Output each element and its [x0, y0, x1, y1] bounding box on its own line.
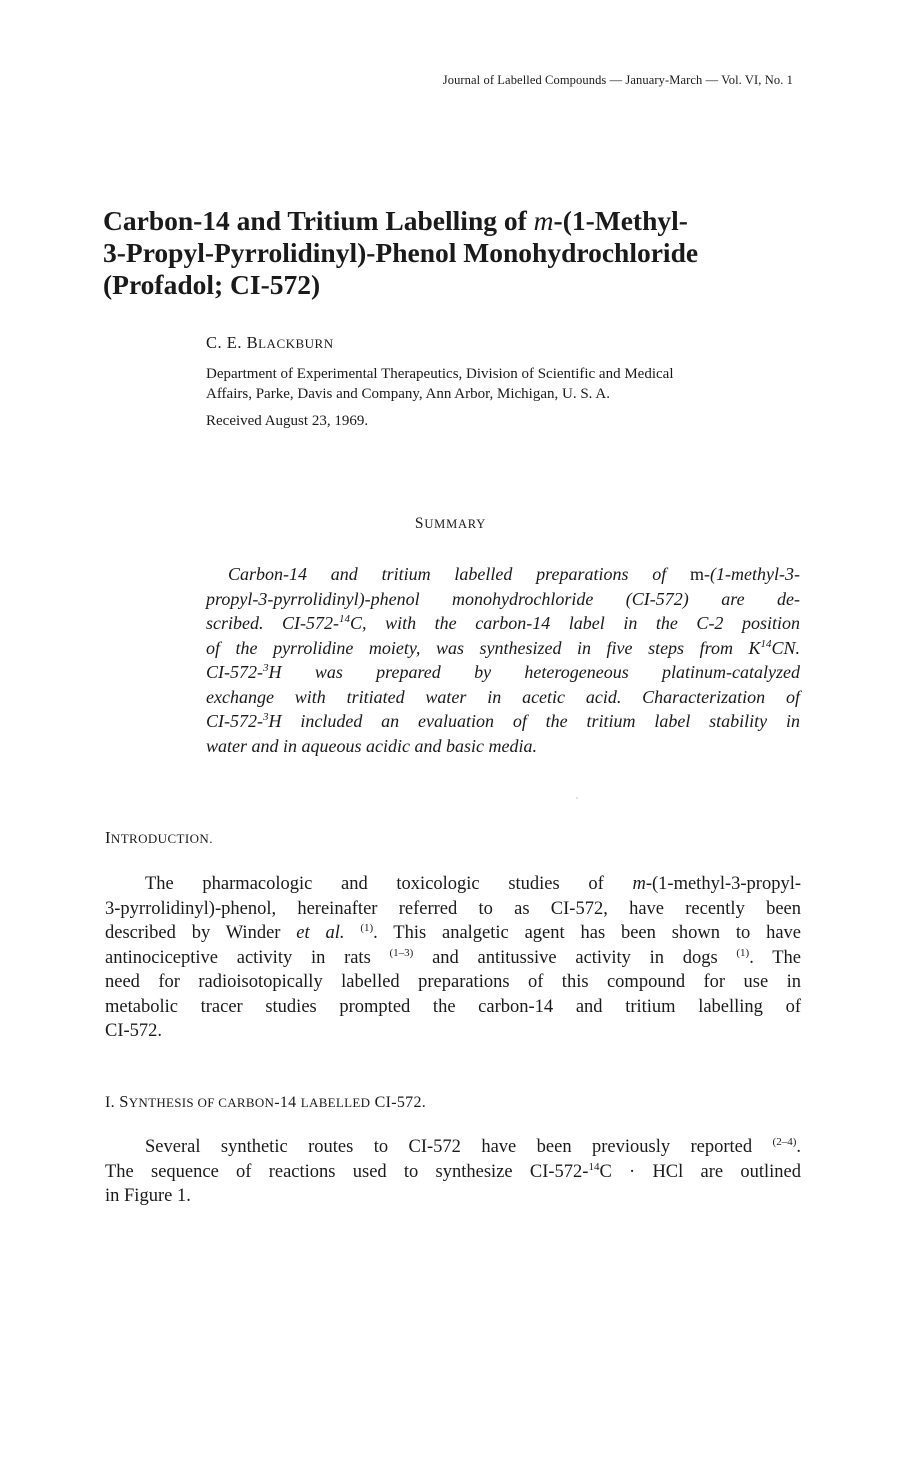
author-surname-rest: LACKBURN: [258, 336, 334, 351]
summary-line-3: [206, 611, 800, 636]
introduction-heading-rest: NTRODUCTION.: [110, 831, 213, 846]
title-line-3: (Profadol; CI-572): [103, 269, 321, 300]
author-initials: C. E.: [206, 333, 247, 352]
intro-line-4-c: . The: [749, 947, 802, 968]
scan-speck: [576, 797, 578, 799]
summary-line-4-a: of the pyrrolidine moiety, was synthesized in five steps from K: [206, 637, 761, 658]
synthesis-heading-number: I.: [105, 1094, 120, 1111]
title-line-1-suffix: -(1-Methyl-: [553, 205, 688, 236]
summary-line-7: [206, 709, 800, 734]
summary-line-7-b: H included an evaluation of the tritium label stability in: [268, 711, 800, 731]
introduction-heading-initial: I: [105, 828, 111, 847]
intro-line-6: metabolic tracer studies prompted the carbon-14 and tritium labelling of: [105, 996, 801, 1017]
synthesis-heading-word-2: LABELLED: [300, 1095, 371, 1110]
intro-line-3-etal: et al.: [296, 923, 345, 943]
summary-line-2: propyl-3-pyrrolidinyl)-phenol monohydrochloride (CI-572) are de-: [206, 588, 800, 609]
summary-heading: [0, 515, 901, 533]
intro-line-7: CI-572.: [105, 1021, 163, 1041]
summary-line-1-a: Carbon-14 and tritium labelled preparations of: [228, 564, 691, 584]
summary-line-8: water and in aqueous acidic and basic media.: [206, 735, 537, 756]
intro-line-3-b: . This analgetic agent has been shown to have: [373, 923, 802, 943]
synth-line-1-a: Several synthetic routes to CI-572 have been previously reported: [145, 1137, 773, 1157]
summary-line-5-a: CI-572-: [206, 662, 263, 682]
intro-line-1-m: m: [632, 874, 646, 894]
synthesis-heading-initial: S: [119, 1092, 129, 1111]
intro-line-2: 3-pyrrolidinyl)-phenol, hereinafter referred to as CI-572, have recently been: [105, 898, 801, 919]
intro-line-5: need for radioisotopically labelled preparations of this compound for use in: [105, 972, 801, 992]
synthesis-heading-number-2: -14: [274, 1094, 301, 1111]
intro-line-1-b: -(1-methyl-3-propyl-: [645, 874, 801, 894]
intro-line-4-b: and antitussive activity in dogs: [413, 947, 737, 968]
summary-line-6: exchange with tritiated water in acetic acid. Characterization of: [206, 686, 800, 707]
intro-line-3: [105, 921, 801, 946]
summary-line-1: [206, 562, 800, 587]
summary-line-1-m: m: [690, 564, 705, 584]
synth-line-3: in Figure 1.: [105, 1186, 191, 1206]
summary-line-5-b: H was prepared by heterogeneous platinum-catalyzed: [268, 662, 800, 682]
synthesis-paragraph: [105, 1135, 801, 1209]
introduction-paragraph: [105, 872, 801, 1044]
intro-line-1: [105, 872, 801, 897]
running-head: Journal of Labelled Compounds — January-March — Vol. VI, No. 1: [442, 73, 793, 87]
synth-line-2-sup: 14: [588, 1160, 600, 1173]
summary-line-7-sup: 3: [263, 711, 269, 723]
intro-line-4-a: antinociceptive activity in rats: [105, 947, 390, 968]
intro-line-4: [105, 946, 801, 971]
synthesis-heading-tail: CI-572.: [370, 1094, 427, 1111]
summary-line-5-sup: 3: [263, 662, 269, 674]
author-name: [206, 333, 334, 353]
affiliation-line-2: Affairs, Parke, Davis and Company, Ann Arbor, Michigan, U. S. A.: [206, 386, 610, 402]
intro-line-3-ref: (1): [360, 921, 374, 934]
intro-line-4-ref-2: (1): [736, 946, 750, 959]
introduction-heading: [105, 828, 213, 848]
summary-line-7-a: CI-572-: [206, 711, 263, 731]
author-surname-initial: B: [246, 333, 259, 352]
synthesis-heading-word-1: YNTHESIS OF CARBON: [128, 1095, 275, 1110]
summary-heading-initial: S: [414, 515, 425, 532]
synthesis-heading: [105, 1092, 426, 1112]
intro-line-1-a: The pharmacologic and toxicologic studies of: [145, 874, 633, 894]
summary-line-3-a: scribed. CI-572-: [206, 613, 340, 633]
synth-line-1-ref: (2–4): [772, 1135, 797, 1148]
title-line-2: 3-Propyl-Pyrrolidinyl)-Phenol Monohydrochloride: [103, 237, 699, 268]
intro-line-3-a: described by Winder: [105, 923, 297, 943]
intro-line-4-ref-1: (1–3): [389, 946, 414, 959]
synth-line-2-a: The sequence of reactions used to synthesize CI-572-: [105, 1161, 589, 1182]
summary-line-4-sup: 14: [760, 637, 772, 650]
summary-line-4: [206, 636, 800, 661]
summary-line-5: [206, 660, 800, 685]
synth-line-2: [105, 1160, 801, 1185]
author-affiliation: [206, 364, 806, 404]
title-line-1: [103, 205, 803, 237]
synth-line-1-b: .: [796, 1137, 801, 1157]
title-line-1-prefix: Carbon-14 and Tritium Labelling of: [103, 205, 534, 236]
summary-abstract: [206, 562, 800, 758]
article-title: [103, 205, 803, 301]
summary-heading-rest: UMMARY: [424, 517, 487, 531]
summary-line-3-sup: 14: [339, 613, 351, 625]
summary-line-4-b: CN.: [771, 637, 800, 658]
received-date: Received August 23, 1969.: [206, 413, 369, 429]
summary-line-3-b: C, with the carbon-14 label in the C-2 position: [350, 613, 801, 633]
synth-line-2-b: C · HCl are outlined: [599, 1161, 801, 1182]
affiliation-line-1: Department of Experimental Therapeutics, Division of Scientific and Medical: [206, 366, 674, 382]
summary-line-1-c: -(1-methyl-3-: [704, 564, 800, 584]
synth-line-1: [105, 1135, 801, 1160]
title-italic-m: m: [533, 205, 554, 236]
